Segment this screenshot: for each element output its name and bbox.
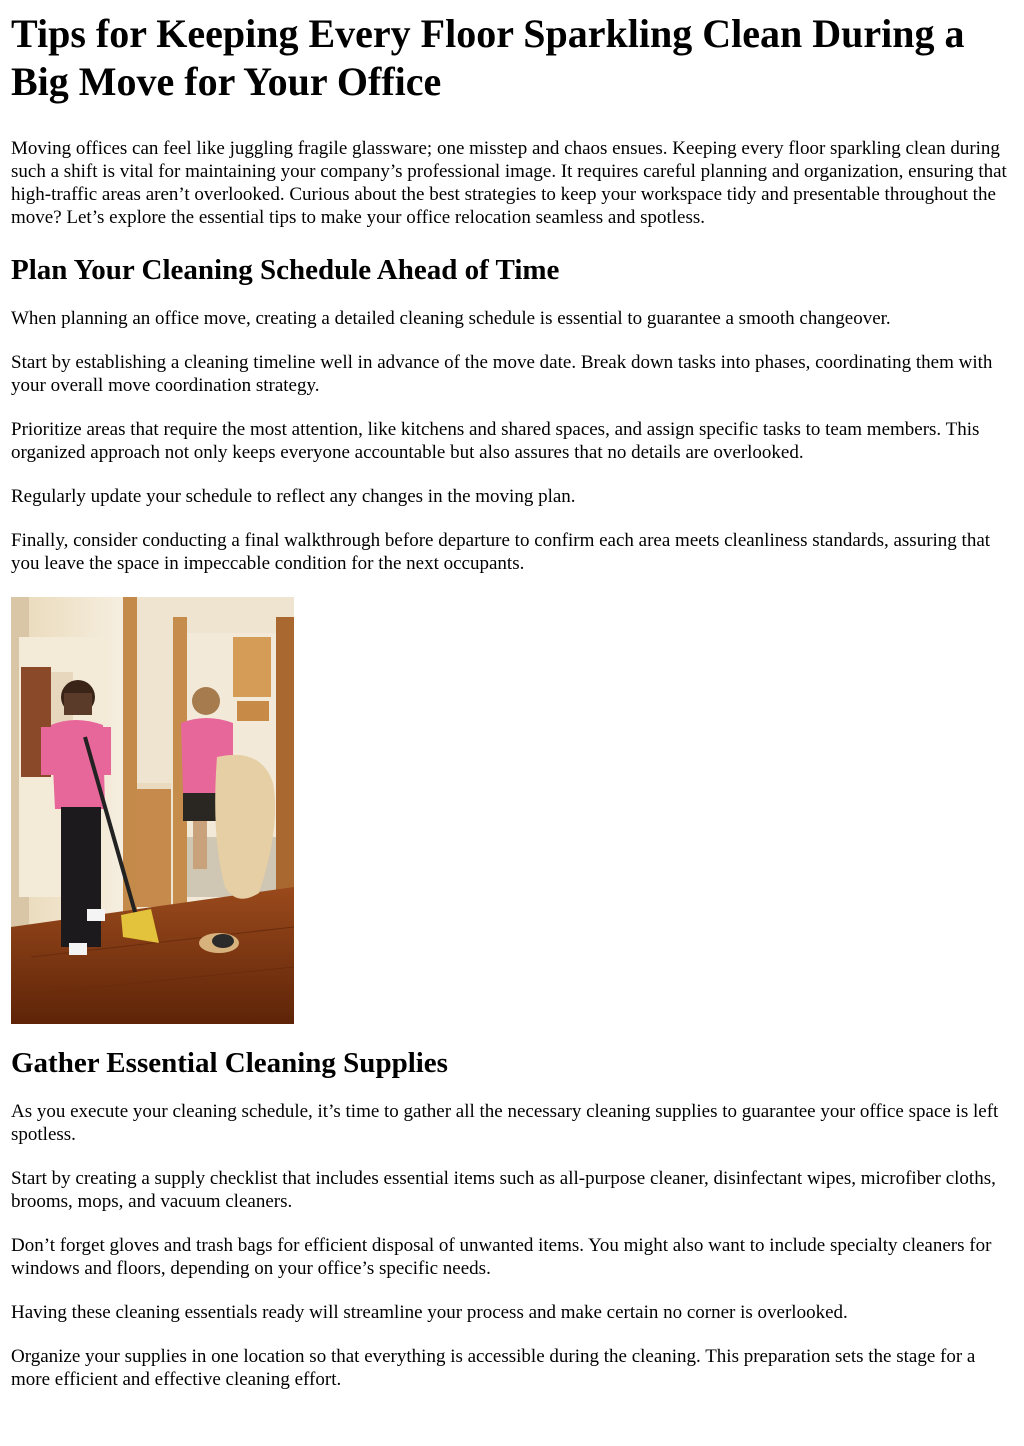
section1-paragraph: Finally, consider conducting a final walkthrough before departure to confirm each area meets cleanliness standards, assuring that you leave the space in impeccable condition for the next occupants. (11, 530, 991, 574)
article-title: Tips for Keeping Every Floor Sparkling Clean During a Big Move for Your Office (11, 11, 965, 104)
section2-paragraph: Start by creating a supply checklist that includes essential items such as all-purpose cleaner, disinfectant wipes, microfiber cloths, brooms, mops, and vacuum cleaners. (11, 1168, 996, 1212)
section2-paragraph: Don’t forget gloves and trash bags for efficient disposal of unwanted items. You might also want to include specialty cleaners for windows and floors, depending on your office’s specific needs. (11, 1235, 992, 1279)
section2-paragraph: As you execute your cleaning schedule, it’s time to gather all the necessary cleaning supplies to guarantee your office space is left spotless. (11, 1101, 999, 1145)
section2-paragraph: Having these cleaning essentials ready will streamline your process and make certain no corner is overlooked. (11, 1302, 848, 1323)
section-heading-gather-supplies: Gather Essential Cleaning Supplies (11, 1047, 448, 1079)
intro-paragraph: Moving offices can feel like juggling fragile glassware; one misstep and chaos ensues. Keeping every floor sparkling clean during such a shift is vital for maintaining your company’s professional image. It requires careful planning and organization, ensuring that high-traffic areas aren’t overlooked. Curious about the best strategies to keep your workspace tidy and presentable throughout the move? Let’s explore the essential tips to make your office relocation seamless and spotless. (11, 138, 1007, 228)
section-heading-plan-schedule: Plan Your Cleaning Schedule Ahead of Time (11, 254, 560, 286)
section1-paragraph: Prioritize areas that require the most attention, like kitchens and shared spaces, and assign specific tasks to team members. This organized approach not only keeps everyone accountable but also assures that no details are overlooked. (11, 419, 980, 463)
article (11, 0, 1013, 1391)
cleaning-photo (11, 597, 294, 1024)
section1-paragraph: When planning an office move, creating a detailed cleaning schedule is essential to guarantee a smooth changeover. (11, 308, 891, 329)
section1-paragraph: Regularly update your schedule to reflect any changes in the moving plan. (11, 486, 576, 507)
section2-paragraph: Organize your supplies in one location so that everything is accessible during the cleaning. This preparation sets the stage for a more efficient and effective cleaning effort. (11, 1346, 976, 1390)
section1-paragraph: Start by establishing a cleaning timeline well in advance of the move date. Break down tasks into phases, coordinating them with your overall move coordination strategy. (11, 352, 993, 396)
